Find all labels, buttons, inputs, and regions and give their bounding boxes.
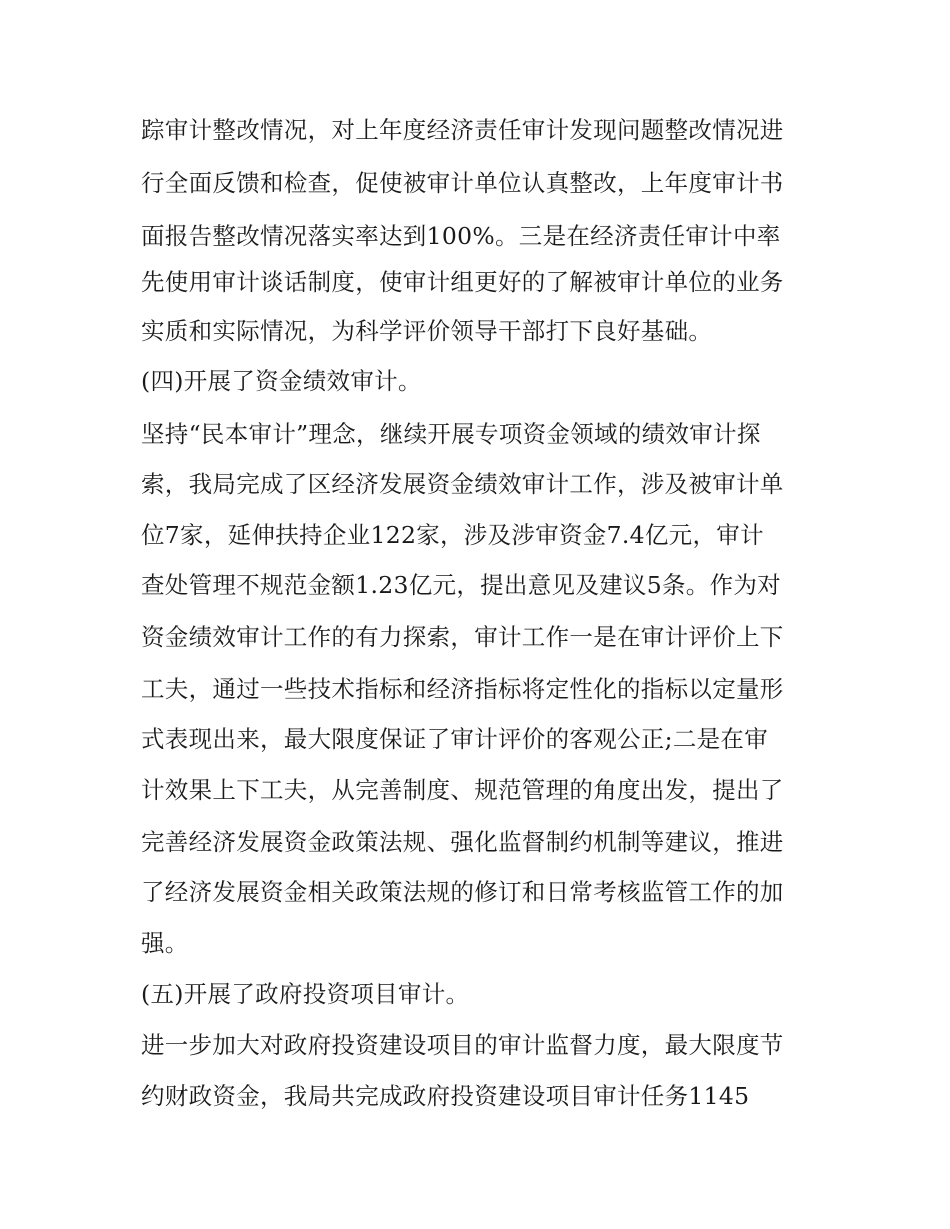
text-line: 工夫，通过一些技术指标和经济指标将定性化的指标以定量形 [141,675,784,703]
text-line: 约财政资金，我局共完成政府投资建设项目审计任务1145 [141,1082,750,1110]
section-heading: (四)开展了资金绩效审计。 [141,367,422,395]
text-line: 坚持“民本审计”理念，继续开展专项资金领域的绩效审计探 [141,420,761,448]
text-line: 索，我局完成了区经济发展资金绩效审计工作，涉及被审计单 [141,470,784,498]
text-line: 踪审计整改情况，对上年度经济责任审计发现问题整改情况进 [141,116,784,144]
text-line: 计效果上下工夫，从完善制度、规范管理的角度出发，提出了 [141,776,784,804]
text-line: 位7家，延伸扶持企业122家，涉及涉审资金7.4亿元，审计 [141,521,764,549]
text-line: 面报告整改情况落实率达到100%。三是在经济责任审计中率 [141,222,781,250]
text-line: 实质和实际情况，为科学评价领导干部打下良好基础。 [141,317,713,345]
text-line: 式表现出来，最大限度保证了审计评价的客观公正;二是在审 [141,725,769,753]
section-heading: (五)开展了政府投资项目审计。 [141,980,470,1008]
text-line: 先使用审计谈话制度，使审计组更好的了解被审计单位的业务 [141,268,784,296]
text-line: 强。 [141,929,189,957]
text-line: 查处管理不规范金额1.23亿元，提出意见及建议5条。作为对 [141,571,781,599]
text-line: 进一步加大对政府投资建设项目的审计监督力度，最大限度节 [141,1031,784,1059]
text-line: 了经济发展资金相关政策法规的修订和日常考核监管工作的加 [141,878,784,906]
text-line: 资金绩效审计工作的有力探索，审计工作一是在审计评价上下 [141,623,784,651]
text-line: 完善经济发展资金政策法规、强化监督制约机制等建议，推进 [141,828,784,856]
text-line: 行全面反馈和检查，促使被审计单位认真整改，上年度审计书 [141,169,784,197]
